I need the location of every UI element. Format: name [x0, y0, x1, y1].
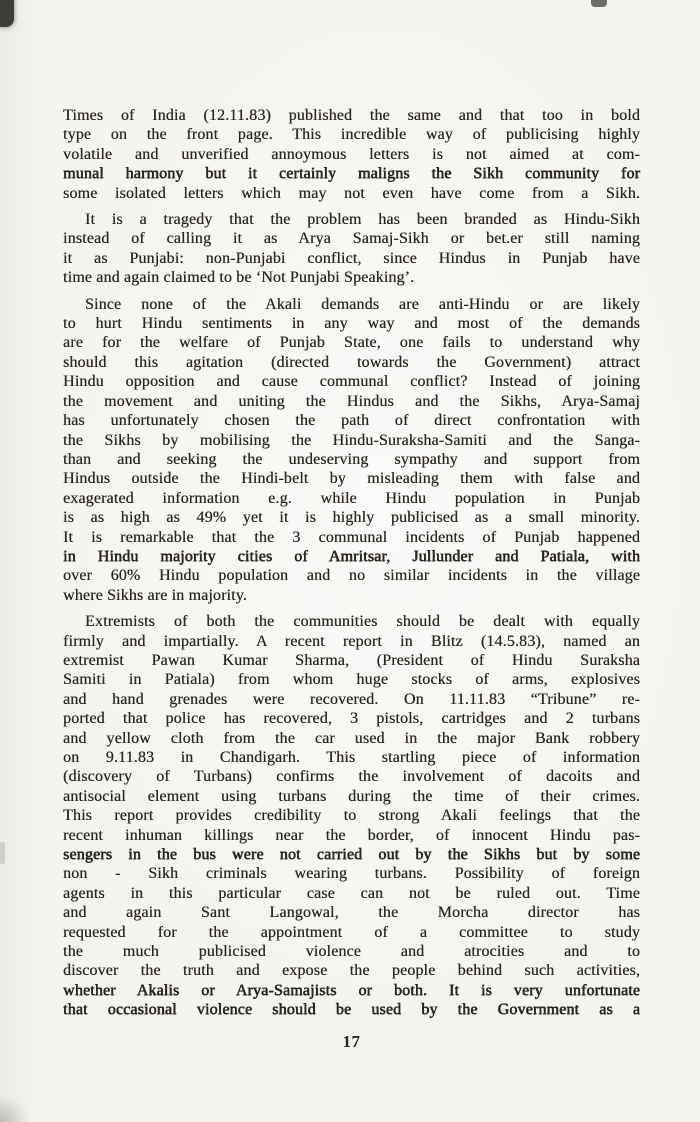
page-number: 17 — [342, 1032, 361, 1051]
text-line: should this agitation (directed towards the Government) attract — [63, 353, 640, 371]
text-line: (discovery of Turbans) confirms the involvement of dacoits and — [63, 768, 640, 786]
text-line: it as Punjabi: non-Punjabi conflict, since Hindus in Punjab have — [63, 249, 640, 267]
text-line: whether Akalis or Arya-Samajists or both. It is very unfortunate — [63, 981, 640, 999]
text-line: requested for the appointment of a committee to study — [63, 923, 640, 941]
text-line: is as high as 49% yet it is highly publicised as a small minority. — [63, 509, 640, 527]
paragraph-4 — [63, 612, 640, 1020]
text-line: It is a tragedy that the problem has been branded as Hindu-Sikh — [85, 211, 640, 229]
text-line: sengers in the bus were not carried out by the Sikhs but by some — [63, 846, 640, 864]
text-line: This report provides credibility to strong Akali feelings that the — [63, 807, 640, 825]
text-line: and yellow cloth from the car used in the major Bank robbery — [63, 729, 640, 747]
paragraph-1 — [63, 106, 640, 203]
text-line: discover the truth and expose the people behind such activities, — [63, 962, 640, 980]
text-line: type on the front page. This incredible way of publicising highly — [63, 126, 640, 144]
scan-mark-top-left — [0, 0, 14, 27]
text-line: some isolated letters which may not even have come from a Sikh. — [63, 184, 640, 202]
text-line: agents in this particular case can not be ruled out. Time — [63, 884, 640, 902]
text-line: and hand grenades were recovered. On 11.11.83 “Tribune” re- — [63, 690, 640, 708]
text-line: the much publicised violence and atrocities and to — [63, 943, 640, 961]
text-line: exagerated information e.g. while Hindu population in Punjab — [63, 489, 640, 507]
scan-mark-left-edge — [0, 842, 5, 864]
text-line: over 60% Hindu population and no similar incidents in the village — [63, 567, 640, 585]
text-line: Hindus outside the Hindi-belt by misleading them with false and — [63, 470, 640, 488]
paragraph-3 — [63, 295, 640, 606]
text-line: where Sikhs are in majority. — [63, 586, 248, 604]
paragraph-2 — [63, 210, 640, 288]
scan-smudge-bottom-left — [0, 1094, 30, 1122]
text-line: time and again claimed to be ‘Not Punjabi Speaking’. — [63, 269, 415, 287]
text-line: the movement and uniting the Hindus and the Sikhs, Arya-Samaj — [63, 392, 640, 410]
text-line: than and seeking the undeserving sympathy and support from — [63, 450, 640, 468]
text-line: Samiti in Patiala) from whom huge stocks of arms, explosives — [63, 671, 640, 689]
text-line: non - Sikh criminals wearing turbans. Possibility of foreign — [63, 865, 640, 883]
text-line: are for the welfare of Punjab State, one fails to understand why — [63, 334, 640, 352]
text-line: in Hindu majority cities of Amritsar, Jullunder and Patiala, with — [63, 547, 640, 565]
text-line: Hindu opposition and cause communal conflict? Instead of joining — [63, 373, 640, 391]
text-line: Times of India (12.11.83) published the same and that too in bold — [63, 107, 640, 124]
text-line: on 9.11.83 in Chandigarh. This startling piece of information — [63, 749, 640, 766]
scan-mark-top-edge — [591, 0, 607, 7]
text-line: firmly and impartially. A recent report in Blitz (14.5.83), named an — [63, 632, 640, 650]
text-line: extremist Pawan Kumar Sharma, (President of Hindu Suraksha — [63, 651, 640, 669]
text-line: ported that police has recovered, 3 pistols, cartridges and 2 turbans — [63, 710, 640, 728]
text-line: munal harmony but it certainly maligns the Sikh community for — [63, 165, 640, 183]
text-line: Extremists of both the communities should be dealt with equally — [85, 613, 640, 631]
text-line: recent inhuman killings near the border, of innocent Hindu pas- — [63, 826, 640, 844]
text-line: that occasional violence should be used by the Government as a — [63, 1001, 640, 1019]
text-line: the Sikhs by mobilising the Hindu-Suraksha-Samiti and the Sanga- — [63, 431, 640, 449]
text-line: Since none of the Akali demands are anti-Hindu or are likely — [85, 295, 640, 313]
text-line: antisocial element using turbans during the time of their crimes. — [63, 787, 640, 805]
text-line: has unfortunately chosen the path of direct confrontation with — [63, 412, 640, 430]
text-line: to hurt Hindu sentiments in any way and most of the demands — [63, 315, 640, 333]
text-line: It is remarkable that the 3 communal incidents of Punjab happened — [63, 528, 640, 546]
text-line: and again Sant Langowal, the Morcha director has — [63, 904, 640, 922]
text-line: instead of calling it as Arya Samaj-Sikh or bet.er still naming — [63, 230, 640, 248]
text-line: volatile and unverified annoymous letters is not aimed at com- — [63, 145, 640, 163]
body-text — [63, 106, 640, 1020]
